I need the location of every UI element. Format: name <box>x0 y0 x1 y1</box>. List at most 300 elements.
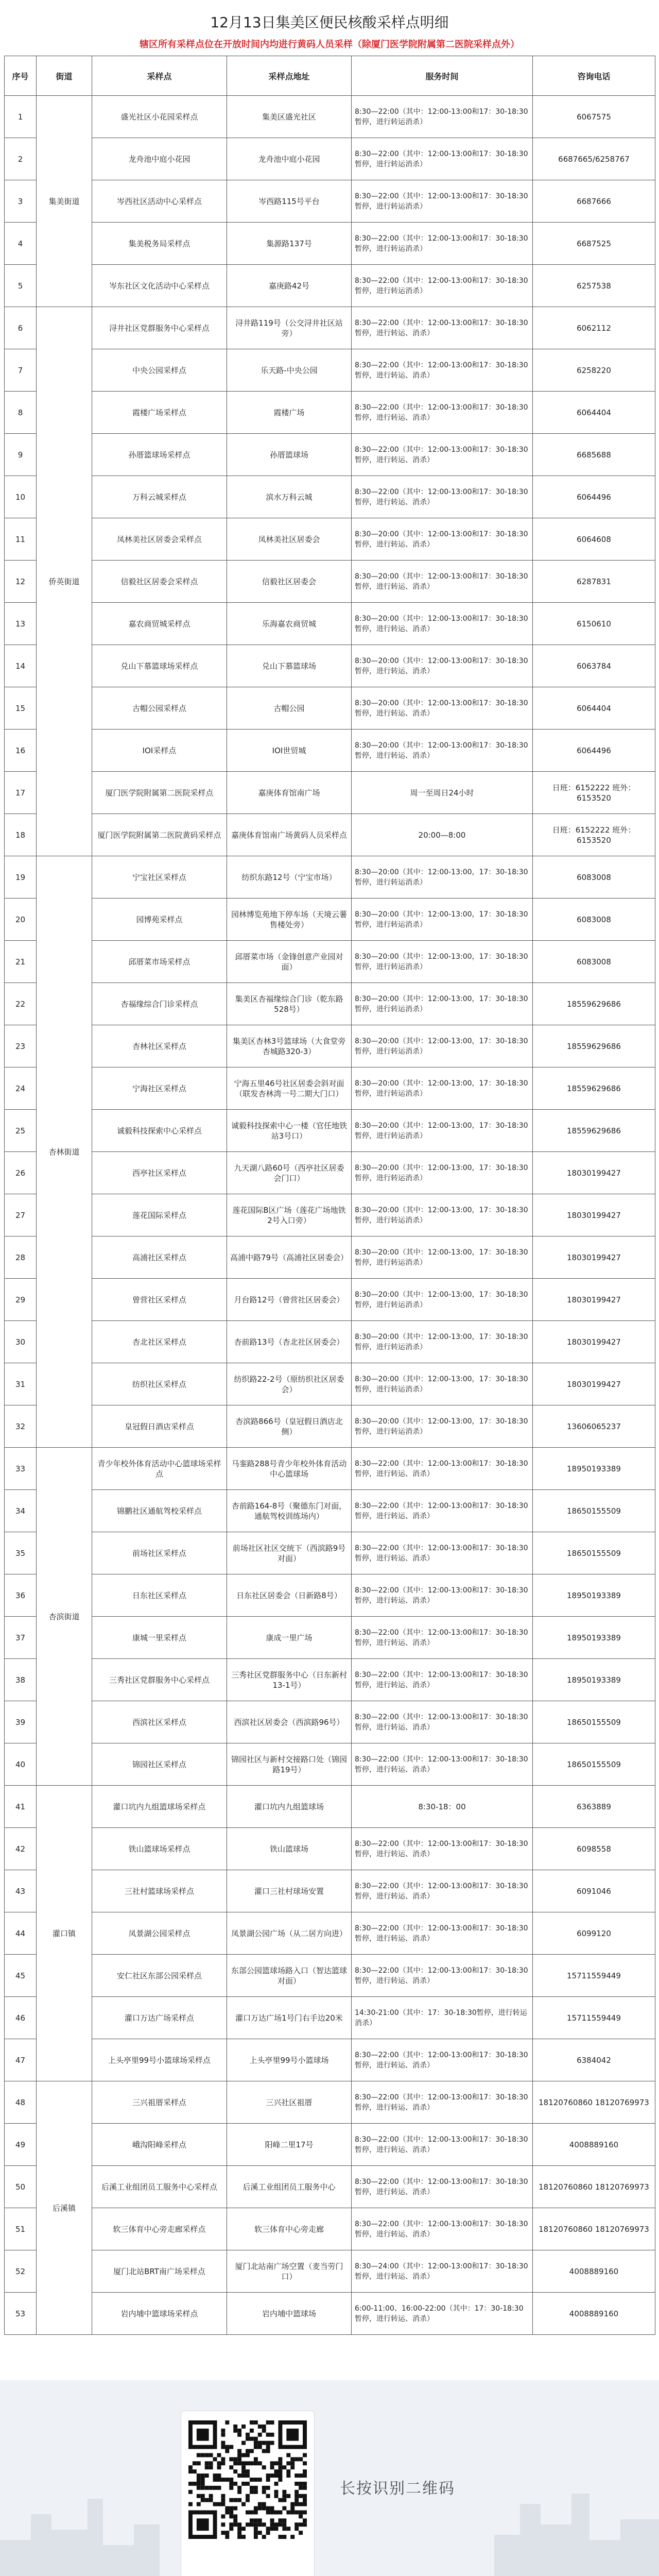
site-name: 三兴祖厝采样点 <box>92 2081 227 2124</box>
site-name: 安仁社区东部公园采样点 <box>92 1955 227 1997</box>
service-time: 8:30—22:00（其中：12:00-13:00和17：30-18:30暂停，进行转运、消杀） <box>352 434 533 476</box>
site-name: 兑山下慕篮球场采样点 <box>92 645 227 687</box>
service-time: 6:00-11:00、16:00-22:00（其中：17：30-18:30暂停，进行转运、消杀） <box>352 2293 533 2335</box>
row-number: 3 <box>5 180 37 223</box>
site-name: 盛光社区小花园采样点 <box>92 96 227 138</box>
header-site: 采样点 <box>92 56 227 96</box>
table-row <box>5 307 655 349</box>
row-number: 8 <box>5 392 37 434</box>
site-address: 杏滨路866号（皇冠假日酒店北侧） <box>227 1405 352 1448</box>
site-address: 信毅社区居委会 <box>227 561 352 603</box>
site-address: 东部公园篮球场路入口（智达篮球对面） <box>227 1955 352 1997</box>
row-number: 37 <box>5 1617 37 1659</box>
site-address: 后溪工业组团员工服务中心 <box>227 2166 352 2208</box>
site-name: 上头亭里99号小篮球场采样点 <box>92 2039 227 2081</box>
phone: 4008889160 <box>533 2250 655 2293</box>
phone: 6363889 <box>533 1786 655 1828</box>
site-name: 三社村篮球场采样点 <box>92 1870 227 1912</box>
site-address: 宁海五里46号社区居委会斜对面（联发杏林湾一号二期大门口） <box>227 1067 352 1110</box>
site-address: 锦园社区与新村交接路口处（锦园路19号） <box>227 1743 352 1786</box>
phone: 6067575 <box>533 96 655 138</box>
service-time: 8:30—20:00（其中：12:00-13:00，17：30-18:30暂停，进行转运消杀） <box>352 1279 533 1321</box>
row-number: 30 <box>5 1321 37 1363</box>
phone: 18650155509 <box>533 1490 655 1532</box>
phone: 6083008 <box>533 899 655 941</box>
phone: 6063784 <box>533 645 655 687</box>
row-number: 29 <box>5 1279 37 1321</box>
service-time: 8:30—22:00（其中：12:00-13:00和17：30-18:30暂停，进行转运、消杀） <box>352 1574 533 1617</box>
service-time: 8:30—22:00（其中：12:00-13:00和17：30-18:30暂停，进行转运、消杀） <box>352 476 533 518</box>
phone: 18559629686 <box>533 1067 655 1110</box>
service-time: 8:30—22:00（其中：12:00-13:00和17：30-18:30暂停，进行转运、消杀） <box>352 1659 533 1701</box>
service-time: 8:30—20:00（其中：12:00-13:00和17：30-18:30暂停，进行转运、消杀） <box>352 518 533 561</box>
table-row <box>5 1448 655 1490</box>
phone: 6099120 <box>533 1912 655 1955</box>
table-row <box>5 1870 655 1912</box>
phone: 18950193389 <box>533 1659 655 1701</box>
site-address: 岩内埔中篮球场 <box>227 2293 352 2335</box>
row-number: 43 <box>5 1870 37 1912</box>
table-header-row <box>5 56 655 96</box>
site-address: 园林博览苑地下停车场（天境云薯售楼处旁） <box>227 899 352 941</box>
row-number: 48 <box>5 2081 37 2124</box>
phone: 6062112 <box>533 307 655 349</box>
site-name: 三秀社区党群服务中心采样点 <box>92 1659 227 1701</box>
row-number: 39 <box>5 1701 37 1743</box>
site-name: 厦门北站BRT南广场采样点 <box>92 2250 227 2293</box>
site-name: 浔井社区党群服务中心采样点 <box>92 307 227 349</box>
site-name: 厦门医学院附属第二医院黄码采样点 <box>92 814 227 856</box>
service-time: 8:30—20:00（其中：12:00-13:00和17：30-18:30暂停，进行转运、消杀） <box>352 730 533 772</box>
service-time: 8:30—20:00（其中：12:00-13:00，17：30-18:30暂停，进行转运消杀） <box>352 1067 533 1110</box>
table-row <box>5 1236 655 1279</box>
table-row <box>5 1405 655 1448</box>
phone: 15711559449 <box>533 1955 655 1997</box>
site-name: 信毅社区居委会采样点 <box>92 561 227 603</box>
service-time: 8:30—22:00（其中：12:00-13:00和17：30-18:30暂停，进行转运、消杀） <box>352 2208 533 2250</box>
site-address: 厦门北站南广场空置（麦当劳门口） <box>227 2250 352 2293</box>
phone: 6685688 <box>533 434 655 476</box>
site-address: 纺织路22-2号（原纺织社区居委会） <box>227 1363 352 1405</box>
row-number: 17 <box>5 772 37 814</box>
street-name: 侨英街道 <box>37 307 92 856</box>
table-row <box>5 1617 655 1659</box>
row-number: 4 <box>5 223 37 265</box>
site-address: 日东社区居委会（日新路8号） <box>227 1574 352 1617</box>
site-name: 灌口坑内九组篮球场采样点 <box>92 1786 227 1828</box>
site-address: 乐海嘉农商贸城 <box>227 603 352 645</box>
phone: 6098558 <box>533 1828 655 1870</box>
row-number: 25 <box>5 1110 37 1152</box>
table-row <box>5 1321 655 1363</box>
site-name: IOI采样点 <box>92 730 227 772</box>
table-row <box>5 265 655 307</box>
site-address: 龙舟池中庭小花园 <box>227 138 352 180</box>
row-number: 46 <box>5 1997 37 2039</box>
row-number: 36 <box>5 1574 37 1617</box>
footer-banner <box>0 2380 659 2576</box>
site-address: 铁山篮球场 <box>227 1828 352 1870</box>
header-number: 序号 <box>5 56 37 96</box>
table-row <box>5 1279 655 1321</box>
site-name: 岑东社区文化活动中心采样点 <box>92 265 227 307</box>
service-time: 8:30—22:00（其中：12:00-13:00和17：30-18:30暂停，进行转运、消杀） <box>352 307 533 349</box>
street-name: 杏滨街道 <box>37 1448 92 1786</box>
phone: 18650155509 <box>533 1701 655 1743</box>
row-number: 10 <box>5 476 37 518</box>
row-number: 11 <box>5 518 37 561</box>
service-time: 8:30—22:00（其中：12:00-13:00和17：30-18:30暂停，进行转运、消杀） <box>352 2124 533 2166</box>
site-address: IOI世贸城 <box>227 730 352 772</box>
site-name: 集美税务局采样点 <box>92 223 227 265</box>
city-skyline-illustration <box>0 2437 659 2576</box>
row-number: 35 <box>5 1532 37 1574</box>
service-time: 8:30—22:00（其中：12:00-13:00和17：30-18:30暂停，进行转运、消杀） <box>352 1448 533 1490</box>
phone: 6384042 <box>533 2039 655 2081</box>
row-number: 23 <box>5 1025 37 1067</box>
service-time: 8:30—22:00（其中：12:00-13:00和17：30-18:30暂停，进行转运、消杀） <box>352 1743 533 1786</box>
site-name: 康城一里采样点 <box>92 1617 227 1659</box>
site-address: 集美区杏林3号篮球场（大食堂旁杏城路320-3） <box>227 1025 352 1067</box>
service-time: 8:30-18：00 <box>352 1786 533 1828</box>
phone: 13606065237 <box>533 1405 655 1448</box>
site-name: 前场社区采样点 <box>92 1532 227 1574</box>
table-row <box>5 138 655 180</box>
site-name: 孙厝篮球场采样点 <box>92 434 227 476</box>
service-time: 8:30—20:00（其中：12:00-13:00和17：30-18:30暂停，进行转运、消杀） <box>352 645 533 687</box>
site-address: 高浦中路79号（高浦社区居委会） <box>227 1236 352 1279</box>
table-row <box>5 2124 655 2166</box>
phone: 18950193389 <box>533 1617 655 1659</box>
service-time: 8:30—20:00（其中：12:00-13:00，17：30-18:30暂停，进行转运消杀） <box>352 941 533 983</box>
phone: 6064404 <box>533 392 655 434</box>
header-address: 采样点地址 <box>227 56 352 96</box>
row-number: 20 <box>5 899 37 941</box>
site-address: 杏前路164-8号（聚德东门对面，通航驾校训练场内） <box>227 1490 352 1532</box>
header-service-time: 服务时间 <box>352 56 533 96</box>
site-address: 阳峰二里17号 <box>227 2124 352 2166</box>
row-number: 9 <box>5 434 37 476</box>
site-address: 嘉庚体育馆南广场 <box>227 772 352 814</box>
site-name: 青少年校外体育活动中心篮球场采样点 <box>92 1448 227 1490</box>
site-address: 邱厝菜市场（金锋创意产业园对面） <box>227 941 352 983</box>
phone: 18950193389 <box>533 1574 655 1617</box>
site-name: 嘉农商贸城采样点 <box>92 603 227 645</box>
table-row <box>5 1786 655 1828</box>
site-address: 三兴社区祖厝 <box>227 2081 352 2124</box>
table-row <box>5 561 655 603</box>
phone: 18559629686 <box>533 1110 655 1152</box>
phone: 6064608 <box>533 518 655 561</box>
site-address: 康成一里广场 <box>227 1617 352 1659</box>
table-row <box>5 1997 655 2039</box>
site-name: 锦园社区采样点 <box>92 1743 227 1786</box>
phone: 18030199427 <box>533 1152 655 1194</box>
row-number: 15 <box>5 687 37 730</box>
service-time: 8:30—22:00（其中：12:00-13:00和17：30-18:30暂停，进行转运、消杀） <box>352 2039 533 2081</box>
service-time: 8:30—22:00（其中：12:00-13:00和17：30-18:30暂停，进行转运消杀） <box>352 223 533 265</box>
site-address: 滨水万科云城 <box>227 476 352 518</box>
service-time: 8:30—22:00（其中：12:00-13:00和17：30-18:30暂停，进行转运、消杀） <box>352 1912 533 1955</box>
phone: 6257538 <box>533 265 655 307</box>
phone: 18120760860 18120769973 <box>533 2208 655 2250</box>
row-number: 6 <box>5 307 37 349</box>
site-address: 乐天路-中央公园 <box>227 349 352 392</box>
header-phone: 咨询电话 <box>533 56 655 96</box>
site-name: 中央公园采样点 <box>92 349 227 392</box>
phone: 18650155509 <box>533 1743 655 1786</box>
phone: 18650155509 <box>533 1532 655 1574</box>
phone: 6064404 <box>533 687 655 730</box>
site-address: 灌口坑内九组篮球场 <box>227 1786 352 1828</box>
table-row <box>5 603 655 645</box>
site-name: 岑西社区活动中心采样点 <box>92 180 227 223</box>
site-address: 灌口万达广场1号门右手边20米 <box>227 1997 352 2039</box>
site-address: 软三体育中心旁走廊 <box>227 2208 352 2250</box>
site-name: 杏北社区采样点 <box>92 1321 227 1363</box>
table-row <box>5 476 655 518</box>
site-address: 纺织东路12号（宁宝市场） <box>227 856 352 899</box>
table-row <box>5 1701 655 1743</box>
row-number: 44 <box>5 1912 37 1955</box>
row-number: 33 <box>5 1448 37 1490</box>
service-time: 14:30-21:00（其中：17：30-18:30暂停，进行转运消杀） <box>352 1997 533 2039</box>
table-row <box>5 96 655 138</box>
street-name: 灌口镇 <box>37 1786 92 2081</box>
site-address: 灌口三社村球场安置 <box>227 1870 352 1912</box>
service-time: 8:30—20:00（其中：12:00-13:00，17：30-18:30暂停，进行转运消杀） <box>352 1236 533 1279</box>
row-number: 51 <box>5 2208 37 2250</box>
phone: 6064496 <box>533 476 655 518</box>
site-address: 孙厝篮球场 <box>227 434 352 476</box>
phone: 6287831 <box>533 561 655 603</box>
table-row <box>5 2293 655 2335</box>
row-number: 52 <box>5 2250 37 2293</box>
site-name: 皇冠假日酒店采样点 <box>92 1405 227 1448</box>
service-time: 8:30—20:00（其中：12:00-13:00和17：30-18:30暂停，进行转运、消杀） <box>352 687 533 730</box>
service-time: 8:30—20:00（其中：12:00-13:00，17：30-18:30暂停，进行转运消杀） <box>352 983 533 1025</box>
table-row <box>5 1912 655 1955</box>
site-name: 西亭社区采样点 <box>92 1152 227 1194</box>
row-number: 24 <box>5 1067 37 1110</box>
service-time: 8:30—20:00（其中：12:00-13:00，17：30-18:30暂停，进行转运消杀） <box>352 1152 533 1194</box>
site-address: 集美区杏福缘综合门诊（乾东路528号） <box>227 983 352 1025</box>
phone: 6083008 <box>533 941 655 983</box>
row-number: 14 <box>5 645 37 687</box>
phone: 15711559449 <box>533 1997 655 2039</box>
phone: 6687666 <box>533 180 655 223</box>
table-row <box>5 1194 655 1236</box>
sampling-sites-table <box>4 56 655 2335</box>
service-time: 8:30—22:00（其中：12:00-13:00和17：30-18:30暂停，进行转运、消杀） <box>352 1955 533 1997</box>
service-time: 8:30—22:00（其中：12:00-13:00和17：30-18:30暂停，进行转运、消杀） <box>352 2166 533 2208</box>
service-time: 8:30—22:00（其中：12:00-13:00和17：30-18:30暂停，进行转运、消杀） <box>352 1701 533 1743</box>
table-row <box>5 1743 655 1786</box>
phone: 4008889160 <box>533 2124 655 2166</box>
phone: 18030199427 <box>533 1321 655 1363</box>
site-address: 岑西路115号平台 <box>227 180 352 223</box>
phone: 18120760860 18120769973 <box>533 2081 655 2124</box>
service-time: 8:30—22:00（其中：12:00-13:00和17：30-18:30暂停，进行转运、消杀） <box>352 1870 533 1912</box>
table-row <box>5 1152 655 1194</box>
site-address: 浔井路119号（公交浔井社区站旁） <box>227 307 352 349</box>
phone: 6083008 <box>533 856 655 899</box>
row-number: 16 <box>5 730 37 772</box>
service-time: 8:30—20:00（其中：12:00-13:00和17：30-18:30暂停，进行转运、消杀） <box>352 603 533 645</box>
table-body <box>5 96 655 2335</box>
site-name: 莲花国际采样点 <box>92 1194 227 1236</box>
service-time: 8:30—22:00（其中：12:00-13:00和17：30-18:30暂停，进行转运、消杀） <box>352 1532 533 1574</box>
table-row <box>5 1490 655 1532</box>
site-name: 峨沟阳峰采样点 <box>92 2124 227 2166</box>
table-row <box>5 1110 655 1152</box>
row-number: 7 <box>5 349 37 392</box>
site-name: 岩内埔中篮球场采样点 <box>92 2293 227 2335</box>
phone: 18030199427 <box>533 1363 655 1405</box>
service-time: 8:30—22:00（其中：12:00-13:00和17：30-18:30暂停，进行转运消杀） <box>352 138 533 180</box>
table-row <box>5 899 655 941</box>
table-row <box>5 983 655 1025</box>
row-number: 49 <box>5 2124 37 2166</box>
site-name: 西滨社区采样点 <box>92 1701 227 1743</box>
qr-code-card[interactable] <box>181 2411 314 2576</box>
street-name: 杏林街道 <box>37 856 92 1448</box>
table-row <box>5 1025 655 1067</box>
row-number: 45 <box>5 1955 37 1997</box>
table-row <box>5 2166 655 2208</box>
row-number: 31 <box>5 1363 37 1405</box>
table-row <box>5 814 655 856</box>
street-name: 后溪镇 <box>37 2081 92 2335</box>
service-time: 8:30—20:00（其中：12:00-13:00和17：30-18:30暂停，进行转运、消杀） <box>352 561 533 603</box>
phone: 6687525 <box>533 223 655 265</box>
service-time: 8:30—20:00（其中：12:00-13:00，17：30-18:30暂停，进行转运消杀） <box>352 1321 533 1363</box>
qr-code-icon <box>188 2420 307 2539</box>
site-name: 诚毅科技探索中心采样点 <box>92 1110 227 1152</box>
site-name: 凤景湖公园采样点 <box>92 1912 227 1955</box>
row-number: 26 <box>5 1152 37 1194</box>
table-row <box>5 856 655 899</box>
site-name: 铁山篮球场采样点 <box>92 1828 227 1870</box>
row-number: 41 <box>5 1786 37 1828</box>
site-address: 杏前路13号（杏北社区居委会） <box>227 1321 352 1363</box>
site-address: 集美区盛光社区 <box>227 96 352 138</box>
service-time: 8:30—22:00（其中：12:00-13:00和17：30-18:30暂停，进行转运、消杀） <box>352 392 533 434</box>
page-title: 12月13日集美区便民核酸采样点明细 <box>210 14 449 31</box>
row-number: 32 <box>5 1405 37 1448</box>
site-name: 锦鹏社区通航驾校采样点 <box>92 1490 227 1532</box>
table-row <box>5 518 655 561</box>
header-street: 街道 <box>37 56 92 96</box>
phone: 18030199427 <box>533 1279 655 1321</box>
service-time: 8:30—22:00（其中：12:00-13:00和17：30-18:30暂停，进行转运、消杀） <box>352 2081 533 2124</box>
row-number: 34 <box>5 1490 37 1532</box>
table-row <box>5 180 655 223</box>
site-address: 集源路137号 <box>227 223 352 265</box>
table-row <box>5 1659 655 1701</box>
table-row <box>5 1574 655 1617</box>
row-number: 40 <box>5 1743 37 1786</box>
site-address: 凤景湖公园广场（从二居方向进） <box>227 1912 352 1955</box>
phone: 18030199427 <box>533 1194 655 1236</box>
phone: 18120760860 18120769973 <box>533 2166 655 2208</box>
row-number: 21 <box>5 941 37 983</box>
phone: 6258220 <box>533 349 655 392</box>
site-address: 霞楼广场 <box>227 392 352 434</box>
site-address: 西滨社区居委会（西滨路96号） <box>227 1701 352 1743</box>
site-address: 月台路12号（曾营社区居委会） <box>227 1279 352 1321</box>
service-time: 8:30—22:00（其中：12:00-13:00和17：30-18:30暂停，进行转运、消杀） <box>352 1490 533 1532</box>
service-time: 8:30—20:00（其中：12:00-13:00，17：30-18:30暂停，进行转运消杀） <box>352 899 533 941</box>
site-name: 古帽公园采样点 <box>92 687 227 730</box>
table-row <box>5 645 655 687</box>
qr-caption: 长按识别二维码 <box>340 2480 455 2498</box>
row-number: 47 <box>5 2039 37 2081</box>
row-number: 50 <box>5 2166 37 2208</box>
site-name: 宁宝社区采样点 <box>92 856 227 899</box>
service-time: 8:30—20:00（其中：12:00-13:00，17：30-18:30暂停，进行转运消杀） <box>352 856 533 899</box>
phone: 6091046 <box>533 1870 655 1912</box>
site-address: 嘉庚路42号 <box>227 265 352 307</box>
phone: 日班：6152222 班外：6153520 <box>533 814 655 856</box>
table-row <box>5 1067 655 1110</box>
site-name: 曾营社区采样点 <box>92 1279 227 1321</box>
table-row <box>5 223 655 265</box>
table-row <box>5 349 655 392</box>
site-address: 前场社区社区交统下（西滨路9号对面） <box>227 1532 352 1574</box>
row-number: 12 <box>5 561 37 603</box>
phone: 日班：6152222 班外：6153520 <box>533 772 655 814</box>
service-time: 8:30—20:00（其中：12:00-13:00，17：30-18:30暂停，进行转运消杀） <box>352 1110 533 1152</box>
phone: 4008889160 <box>533 2293 655 2335</box>
page-notice: 辖区所有采样点位在开放时间内均进行黄码人员采样（除厦门医学院附属第二医院采样点外） <box>140 39 519 50</box>
row-number: 19 <box>5 856 37 899</box>
service-time: 8:30—22:00（其中：12:00-13:00和17：30-18:30暂停，进行转运消杀） <box>352 180 533 223</box>
table-row <box>5 434 655 476</box>
row-number: 18 <box>5 814 37 856</box>
row-number: 5 <box>5 265 37 307</box>
site-name: 软三体育中心旁走廊采样点 <box>92 2208 227 2250</box>
table-row <box>5 687 655 730</box>
phone: 18559629686 <box>533 1025 655 1067</box>
site-name: 灌口万达广场采样点 <box>92 1997 227 2039</box>
site-address: 古帽公园 <box>227 687 352 730</box>
site-name: 龙舟池中庭小花园 <box>92 138 227 180</box>
row-number: 2 <box>5 138 37 180</box>
row-number: 38 <box>5 1659 37 1701</box>
site-name: 高浦社区采样点 <box>92 1236 227 1279</box>
row-number: 28 <box>5 1236 37 1279</box>
site-name: 宁海社区采样点 <box>92 1067 227 1110</box>
site-address: 嘉庚体育馆南广场黄码人员采样点 <box>227 814 352 856</box>
table-row <box>5 2250 655 2293</box>
table-row <box>5 392 655 434</box>
table-row <box>5 941 655 983</box>
site-address: 三秀社区党群服务中心（日东新村13-1号） <box>227 1659 352 1701</box>
table-row <box>5 1955 655 1997</box>
site-name: 杏福缘综合门诊采样点 <box>92 983 227 1025</box>
service-time: 8:30—22:00（其中：12:00-13:00和17：30-18:30暂停，进行转运、消杀） <box>352 1617 533 1659</box>
site-address: 诚毅科技探索中心一楼（官任地铁站3号口） <box>227 1110 352 1152</box>
site-address: 上头亭里99号小篮球场 <box>227 2039 352 2081</box>
site-name: 杏林社区采样点 <box>92 1025 227 1067</box>
row-number: 53 <box>5 2293 37 2335</box>
site-name: 厦门医学院附属第二医院采样点 <box>92 772 227 814</box>
table-row <box>5 1828 655 1870</box>
service-time: 8:30—22:00（其中：12:00-13:00和17：30-18:30暂停，进行转运消杀） <box>352 96 533 138</box>
site-name: 园博苑采样点 <box>92 899 227 941</box>
service-time: 8:30—20:00（其中：12:00-13:00，17：30-18:30暂停，进行转运消杀） <box>352 1405 533 1448</box>
